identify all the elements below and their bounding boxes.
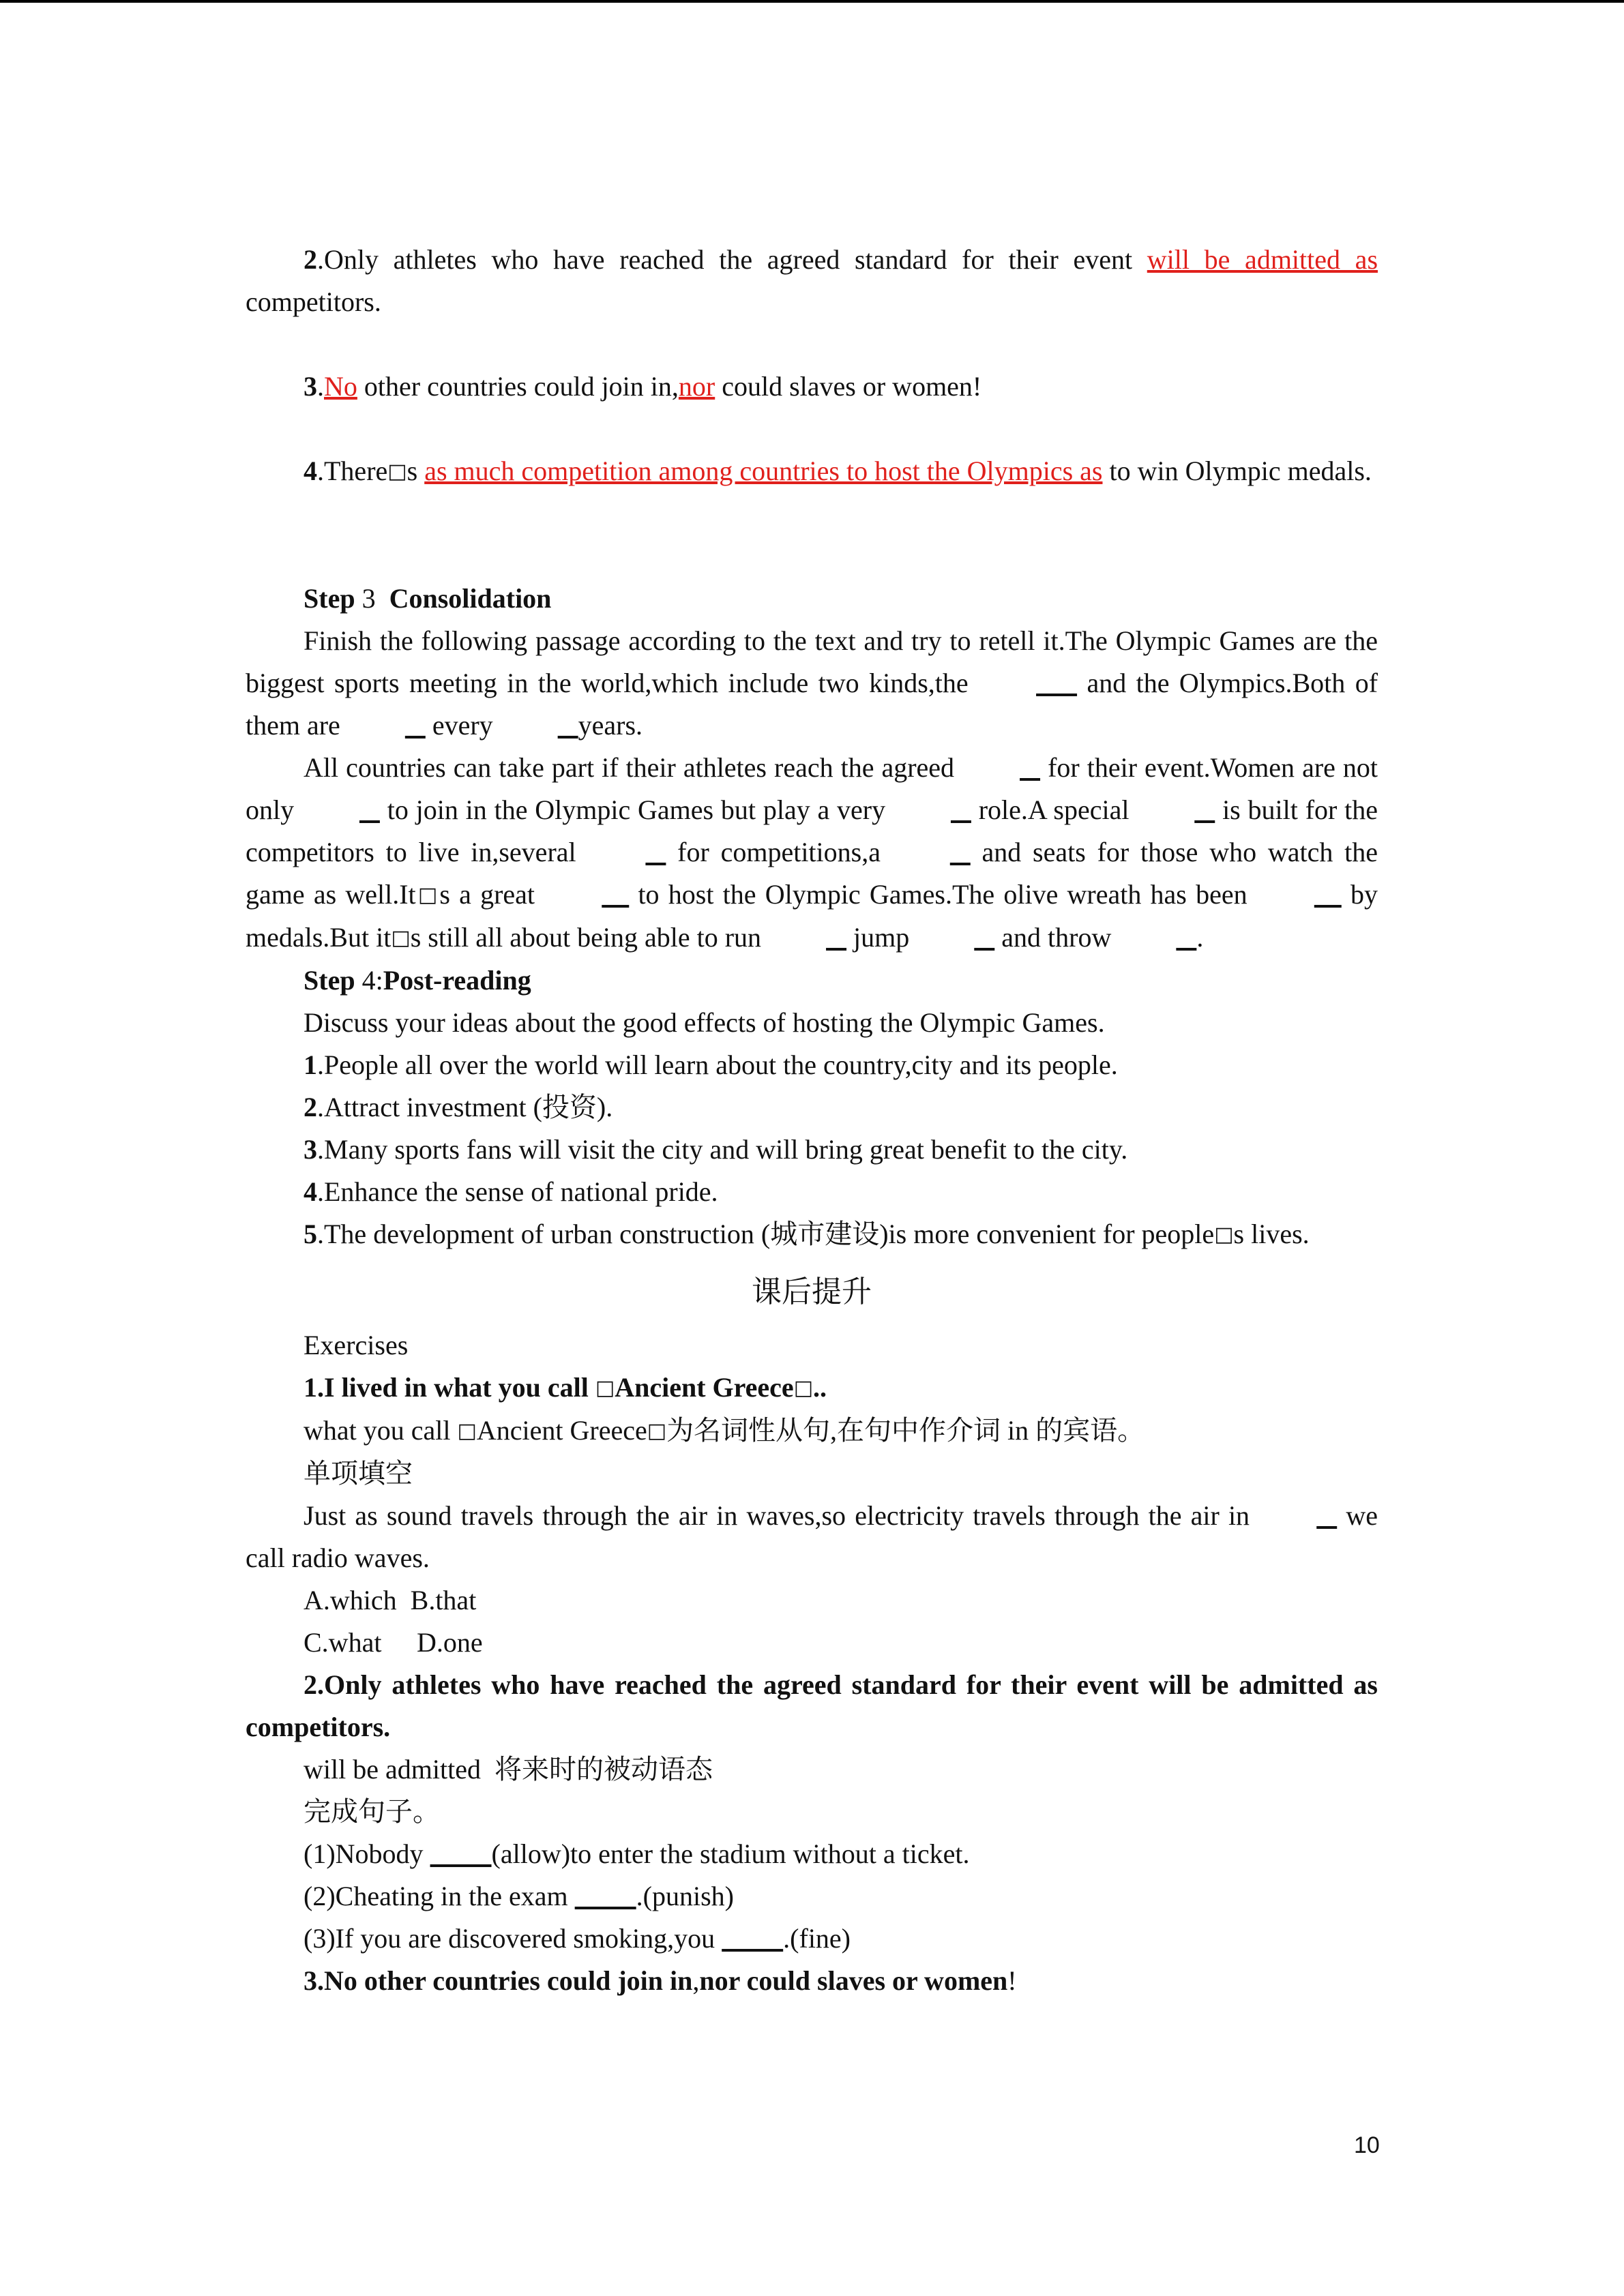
fill-blank xyxy=(430,1833,492,1875)
answer-highlight: as much competition among countries to host the Olympics as xyxy=(424,456,1103,486)
q1-options-row-2 xyxy=(246,1622,1378,1664)
fill-blank xyxy=(892,831,971,874)
missing-glyph: □ xyxy=(793,1376,814,1400)
answer-highlight: No xyxy=(324,371,357,402)
fill-blank xyxy=(575,1875,636,1918)
option-d: D.one xyxy=(417,1627,483,1658)
answer-highlight: nor xyxy=(678,371,715,402)
list-item: 1.People all over the world will learn about the country,city and its people. xyxy=(304,1049,1118,1080)
q1-stem: Just as sound travels through the air in waves,so electricity travels through the air in we call radio waves. xyxy=(246,1495,1378,1579)
fill-blank xyxy=(1118,916,1196,959)
missing-glyph: □ xyxy=(595,1376,615,1400)
fill-blank xyxy=(301,789,380,831)
q1-options-row-1 xyxy=(246,1579,1378,1622)
missing-glyph: □ xyxy=(387,460,407,483)
step3-paragraph-1: Finish the following passage according to the text and try to retell it.The Olympic Games are the biggest sports meeting in the world,which include two kinds,the and the Olympics.Both of them are every years. xyxy=(246,620,1378,747)
fill-blank xyxy=(544,874,629,916)
fill-blank xyxy=(722,1918,783,1960)
fill-blank xyxy=(1258,1495,1337,1537)
fill-blank xyxy=(768,916,846,959)
item-2: 2.Only athletes who have reached the agreed standard for their event will be admitted as competitors. xyxy=(246,244,1378,317)
fill-blank xyxy=(500,704,578,747)
step4-intro: Discuss your ideas about the good effects of hosting the Olympic Games. xyxy=(304,1007,1105,1038)
q2-sentence-1: (1)Nobody (allow)to enter the stadium without a ticket. xyxy=(246,1833,1378,1875)
fill-blank xyxy=(1256,874,1342,916)
item-3: 3.No other countries could join in,nor could slaves or women! xyxy=(304,371,982,402)
list-item: 5.The development of urban construction (城市建设)is more convenient for people□s lives. xyxy=(304,1219,1310,1249)
option-b: B.that xyxy=(410,1585,477,1615)
fill-blank xyxy=(347,704,426,747)
option-a: A.which xyxy=(304,1585,397,1615)
fill-blank xyxy=(916,916,994,959)
list-item: 3.Many sports fans will visit the city and will bring great benefit to the city. xyxy=(304,1134,1128,1165)
missing-glyph: □ xyxy=(647,1419,667,1443)
fill-blank xyxy=(978,662,1077,704)
section-title: 课后提升 xyxy=(752,1274,872,1309)
q2-sentence-3: (3)If you are discovered smoking,you .(fine) xyxy=(246,1918,1378,1960)
step3-heading: Step 3 Consolidation xyxy=(304,583,552,614)
page-number: 10 xyxy=(1354,2132,1380,2158)
q2-title: 2.Only athletes who have reached the agreed standard for their event will be admitted as competitors. xyxy=(246,1669,1378,1742)
q1-title: 1.I lived in what you call □Ancient Greece□.. xyxy=(304,1372,827,1403)
list-item: 2.Attract investment (投资). xyxy=(304,1092,613,1122)
missing-glyph: □ xyxy=(1214,1223,1234,1247)
q1-type: 单项填空 xyxy=(304,1458,413,1489)
q2-sentence-2: (2)Cheating in the exam .(punish) xyxy=(246,1875,1378,1918)
missing-glyph: □ xyxy=(391,926,411,950)
fill-blank xyxy=(962,747,1040,789)
missing-glyph: □ xyxy=(415,883,440,907)
exercises-label: Exercises xyxy=(304,1330,409,1360)
fill-blank xyxy=(893,789,971,831)
q3-title: 3.No other countries could join in,nor could slaves or women! xyxy=(304,1965,1017,1996)
fill-blank xyxy=(1136,789,1215,831)
step4-heading: Step 4:Post-reading xyxy=(304,965,531,996)
q2-type: 完成句子。 xyxy=(304,1796,440,1827)
fill-blank xyxy=(587,831,666,874)
missing-glyph: □ xyxy=(457,1419,477,1443)
top-border xyxy=(0,0,1624,3)
q1-note: what you call □Ancient Greece□为名词性从句,在句中作介词 in 的宾语。 xyxy=(304,1415,1145,1446)
document-page xyxy=(246,239,1378,2002)
answer-highlight: will be admitted as xyxy=(1147,244,1378,275)
item-4: 4.There□s as much competition among countries to host the Olympics as to win Olympic medals. xyxy=(304,456,1372,486)
option-c: C.what xyxy=(304,1627,382,1658)
q2-note: will be admitted 将来时的被动语态 xyxy=(304,1754,713,1785)
step3-paragraph-2: All countries can take part if their athletes reach the agreed for their event.Women are not only to join in the Olympic Games but play a very role.A special is built for the competitors to live in,several for competitions,a and seats for those who watch the game as well.It□s a great to host the Olympic Games.The olive wreath has been by medals.But it□s still all about being able to run jump and throw . xyxy=(246,747,1378,959)
list-item: 4.Enhance the sense of national pride. xyxy=(304,1176,718,1207)
